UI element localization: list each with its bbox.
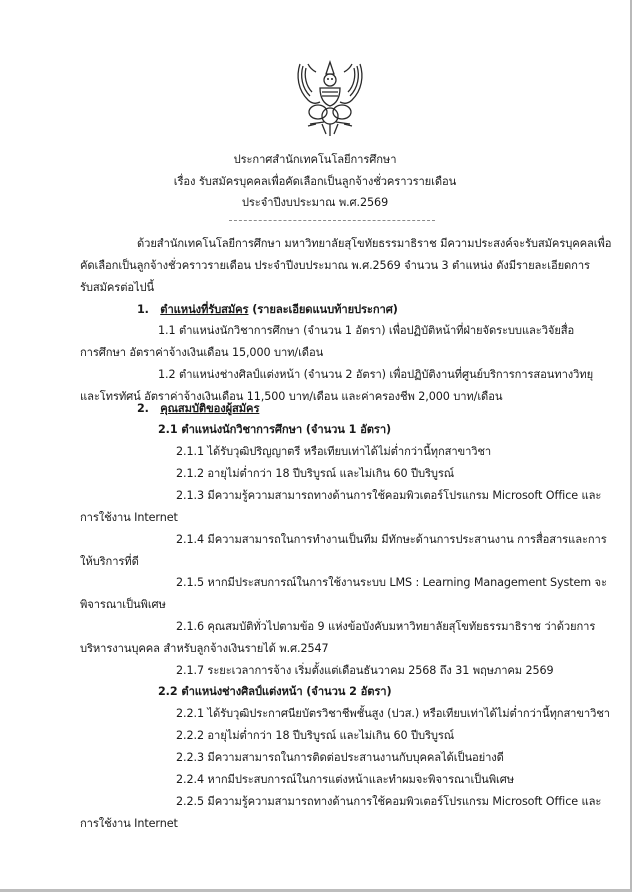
section-1-heading [137,302,398,318]
item-1-1-line-1: 1.1 ตำแหน่งนักวิชาการศึกษา (จำนวน 1 อัตรา) เพื่อปฏิบัติหน้าที่ฝ่ายจัดระบบและวิจัยสื่อ [158,324,575,337]
item-2-1-7: 2.1.7 ระยะเวลาการจ้าง เริ่มตั้งแต่เดือนธันวาคม 2568 ถึง 31 พฤษภาคม 2569 [176,664,554,677]
intro-line-1: ด้วยสำนักเทคโนโลยีการศึกษา มหาวิทยาลัยสุโขทัยธรรมาธิราช มีความประสงค์จะรับสมัครบุคคลเพื่อ [137,237,612,250]
section-2-title: คุณสมบัติของผู้สมัคร [160,402,260,415]
item-2-2-5-line-2: การใช้งาน Internet [80,817,178,830]
item-2-1-3-line-2: การใช้งาน Internet [80,511,178,524]
item-2-1-6-line-1: 2.1.6 คุณสมบัติทั่วไปตามข้อ 9 แห่งข้อบังคับมหาวิทยาลัยสุโขทัยธรรมาธิราช ว่าด้วยการ [176,620,596,633]
item-2-1-3-line-1: 2.1.3 มีความรู้ความสามารถทางด้านการใช้คอมพิวเตอร์โปรแกรม Microsoft Office และ [176,489,602,502]
section-2-number: 2. [137,402,149,415]
item-2-1-5-line-1: 2.1.5 หากมีประสบการณ์ในการใช้งานระบบ LMS : Learning Management System จะ [176,576,607,589]
item-2-1-2: 2.1.2 อายุไม่ต่ำกว่า 18 ปีบริบูรณ์ และไม่เกิน 60 ปีบริบูรณ์ [176,467,455,480]
item-1-2-line-1: 1.2 ตำแหน่งช่างศิลป์แต่งหน้า (จำนวน 2 อัตรา) เพื่อปฏิบัติงานที่ศูนย์บริการการสอนทางวิทยุ [158,368,594,381]
item-2-2-5-line-1: 2.2.5 มีความรู้ความสามารถทางด้านการใช้คอมพิวเตอร์โปรแกรม Microsoft Office และ [176,795,602,808]
intro-line-3: รับสมัครต่อไปนี้ [80,281,155,294]
announcement-title: ประกาศสำนักเทคโนโลยีการศึกษา [233,153,397,166]
item-2-2-1: 2.2.1 ได้รับวุฒิประกาศนียบัตรวิชาชีพชั้นสูง (ปวส.) หรือเทียบเท่าได้ไม่ต่ำกว่านี้ทุกสาขาวิชา [176,707,610,720]
item-2-2-3: 2.2.3 มีความสามารถในการติดต่อประสานงานกับบุคคลได้เป็นอย่างดี [176,751,504,764]
subsection-2-2-title: 2.2 ตำแหน่งช่างศิลป์แต่งหน้า (จำนวน 2 อัตรา) [158,685,392,698]
item-1-1-line-2: การศึกษา อัตราค่าจ้างเงินเดือน 15,000 บาท/เดือน [80,346,324,359]
item-2-1-5-line-2: พิจารณาเป็นพิเศษ [80,598,166,611]
item-2-1-1: 2.1.1 ได้รับวุฒิปริญญาตรี หรือเทียบเท่าได้ไม่ต่ำกว่านี้ทุกสาขาวิชา [176,445,492,458]
item-2-1-4-line-2: ให้บริการที่ดี [80,555,139,568]
intro-line-2: คัดเลือกเป็นลูกจ้างชั่วคราวรายเดือน ประจำปีงบประมาณ พ.ศ.2569 จำนวน 3 ตำแหน่ง ดังมีรายละเอียดการ [80,259,590,272]
section-1-note: (รายละเอียดแนบท้ายประกาศ) [248,303,398,316]
section-2-heading [137,401,259,417]
item-2-1-6-line-2: บริหารงานบุคคล สำหรับลูกจ้างเงินรายได้ พ.ศ.2547 [80,642,329,655]
subsection-2-1-title: 2.1 ตำแหน่งนักวิชาการศึกษา (จำนวน 1 อัตรา) [158,423,392,436]
item-1-2-line-2: และโทรทัศน์ อัตราค่าจ้างเงินเดือน 11,500 บาท/เดือน และค่าครองชีพ 2,000 บาท/เดือน [80,390,503,403]
item-2-2-2: 2.2.2 อายุไม่ต่ำกว่า 18 ปีบริบูรณ์ และไม่เกิน 60 ปีบริบูรณ์ [176,729,455,742]
section-1-number: 1. [137,303,149,316]
section-1-title: ตำแหน่งที่รับสมัคร [160,303,249,316]
fiscal-year: ประจำปีงบประมาณ พ.ศ.2569 [241,196,389,209]
item-2-1-4-line-1: 2.1.4 มีความสามารถในการทำงานเป็นทีม มีทักษะด้านการประสานงาน การสื่อสารและการ [176,533,607,546]
item-2-2-4: 2.2.4 หากมีประสบการณ์ในการแต่งหน้าและทำผมจะพิจารณาเป็นพิเศษ [176,773,514,786]
garuda-emblem-icon [294,58,366,138]
announcement-subject: เรื่อง รับสมัครบุคคลเพื่อคัดเลือกเป็นลูกจ้างชั่วคราวรายเดือน [173,175,457,188]
separator-line [229,220,435,221]
